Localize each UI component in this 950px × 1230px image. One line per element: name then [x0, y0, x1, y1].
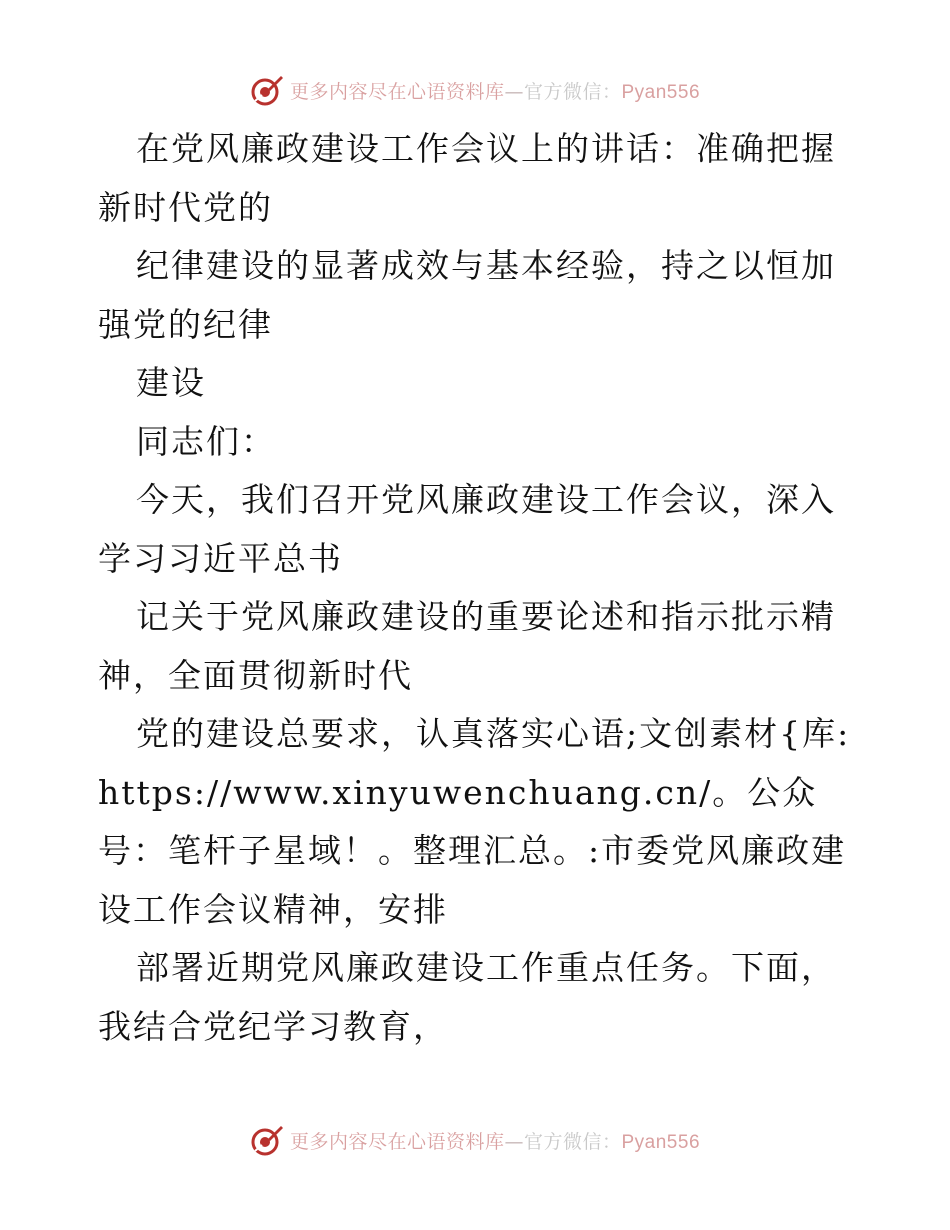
header-wechat-label: 官方微信： — [523, 80, 622, 103]
quill-logo-icon — [250, 73, 284, 107]
header-slogan — [290, 77, 700, 104]
footer-slogan-text: 更多内容尽在心语资料库 — [289, 1130, 505, 1153]
footer-dash: — — [504, 1130, 524, 1153]
title-line-2: 纪律建设的显著成效与基本经验，持之以恒加强党的纪律 — [98, 246, 836, 344]
quill-logo-icon — [250, 1123, 284, 1157]
header-banner — [0, 68, 950, 112]
footer-banner — [0, 1118, 950, 1162]
title-line-1: 在党风廉政建设工作会议上的讲话：准确把握新时代党的 — [98, 129, 836, 227]
paragraph-3: 党的建设总要求，认真落实心语;文创素材{库:https://www.xinyuwenchuang.cn/。公众号：笔杆子星域！。整理汇总。:市委党风廉政建设工作会议精神，安排 — [98, 714, 851, 929]
paragraph-2: 记关于党风廉政建设的重要论述和指示批示精神，全面贯彻新时代 — [98, 597, 836, 695]
footer-wechat-id: Pyan556 — [621, 1131, 701, 1153]
paragraph-4: 部署近期党风廉政建设工作重点任务。下面，我结合党纪学习教育， — [98, 948, 836, 1046]
footer-wechat-label: 官方微信： — [523, 1130, 622, 1153]
header-wechat-id: Pyan556 — [621, 81, 701, 103]
header-slogan-text: 更多内容尽在心语资料库 — [289, 80, 505, 103]
salutation: 同志们： — [136, 421, 276, 461]
document-body — [98, 120, 858, 1056]
header-dash: — — [504, 80, 524, 103]
footer-slogan — [290, 1127, 700, 1154]
title-line-3: 建设 — [136, 363, 206, 402]
paragraph-1: 今天，我们召开党风廉政建设工作会议，深入学习习近平总书 — [98, 480, 836, 578]
